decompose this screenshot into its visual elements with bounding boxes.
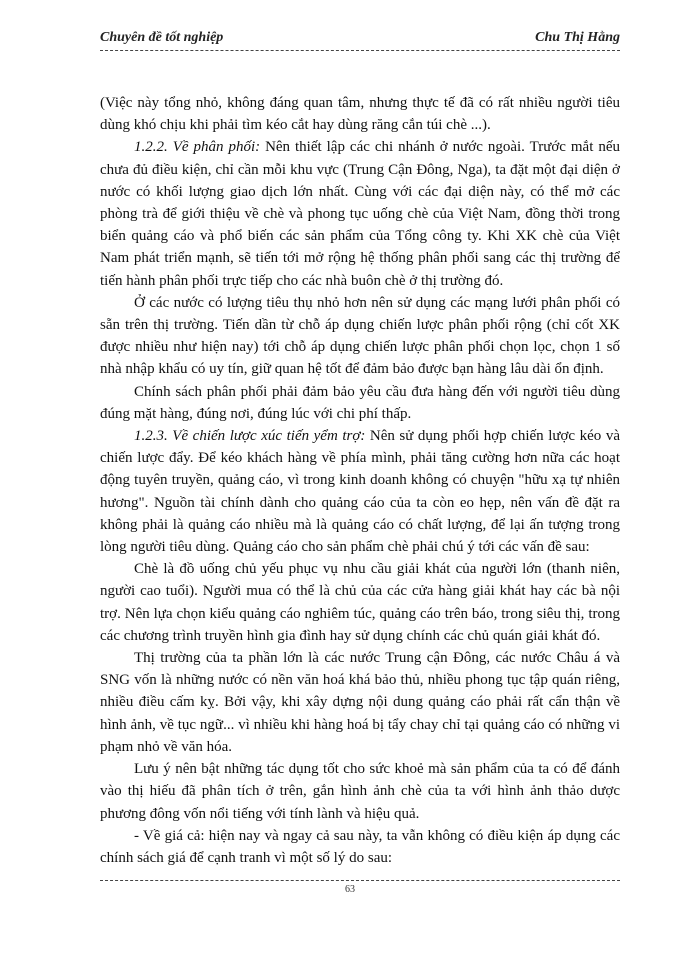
paragraph: Thị trường của ta phần lớn là các nước Trung cận Đông, các nước Châu á và SNG vốn là những nước có nền văn hoá khá bảo thủ, nhiều phong tục tập quán riêng, nhiều điều cấm kỵ. Bởi vậy, khi xây dựng nội dung quảng cáo phải rất cẩn thận về hình ảnh, về tục ngữ... vì nhiều khi hàng hoá bị tẩy chay chỉ tại quảng cáo có những vi phạm nhỏ về văn hóa. — [100, 650, 620, 755]
section-heading: 1.2.2. Về phân phối: — [134, 139, 261, 156]
paragraph: Chè là đồ uống chủ yếu phục vụ nhu cầu giải khát của người lớn (thanh niên, người cao tuổi). Người mua có thể là chủ của các cửa hàng giải khát hay các bà nội trợ. Nên lựa chọn kiểu quảng cáo nghiêm túc, quảng cáo trên báo, trong siêu thị, trong các chương trình truyền hình gia đình hay sử dụng chính các chủ quán giải khát đó. — [100, 561, 620, 644]
paragraph: Lưu ý nên bật những tác dụng tốt cho sức khoẻ mà sản phẩm của ta có để đánh vào thị hiếu đã phân tích ở trên, gắn hình ảnh chè của ta với hình ảnh thảo dược phương đông vốn nổi tiếng với tính lành và hiệu quả. — [100, 761, 620, 822]
section-heading: 1.2.3. Về chiến lược xúc tiến yểm trợ: — [134, 428, 366, 445]
paragraph: 1.2.3. Về chiến lược xúc tiến yểm trợ: Nên sử dụng phối hợp chiến lược kéo và chiến lược đẩy. Để kéo khách hàng về phía mình, phải tăng cường hơn nữa các hoạt động tuyên truyền, quảng cáo, vì trong kinh doanh không có chuyện "hữu xạ tự nhiên hương". Nguồn tài chính dành cho quảng cáo của ta còn eo hẹp, nên vấn đề đặt ra không phải là quảng cáo nhiều mà là quảng cáo có chất lượng, để lại ấn tượng trong lòng người tiêu dùng. Quảng cáo cho sản phẩm chè phải chú ý tới các vấn đề sau: — [100, 428, 620, 556]
page-number: 63 — [345, 884, 355, 895]
header-author: Chu Thị Hằng — [535, 30, 620, 45]
paragraph: Chính sách phân phối phải đảm bảo yêu cầu đưa hàng đến với người tiêu dùng đúng mặt hàng, đúng nơi, đúng lúc với chi phí thấp. — [100, 383, 620, 422]
paragraph: - Về giá cả: hiện nay và ngay cả sau này, ta vẫn không có điều kiện áp dụng các chính sách giá để cạnh tranh vì một số lý do sau: — [100, 827, 620, 866]
page-header — [100, 30, 620, 52]
document-body — [100, 92, 620, 869]
paragraph: 1.2.2. Về phân phối: Nên thiết lập các chi nhánh ở nước ngoài. Trước mắt nếu chưa đủ điều kiện, chỉ cần mỗi khu vực (Trung Cận Đông, Nga), ta đặt một đại diện ở nước có khối lượng giao dịch lớn nhất. Cùng với các đại diện này, có thể mở các phòng trà để giới thiệu về chè và phong tục uống chè của Việt Nam, đồng thời trong biển quảng cáo và phổ biến các sản phẩm của Tổng công ty. Khi XK chè của Việt Nam phát triển mạnh, sẽ tiến tới mở rộng hệ thống phân phối sang các thị trường để tiến hành phân phối trực tiếp cho các nhà buôn chè ở thị trường đó. — [100, 139, 620, 289]
header-divider — [100, 50, 620, 51]
footer-divider — [100, 880, 620, 881]
paragraph: Ở các nước có lượng tiêu thụ nhỏ hơn nên sử dụng các mạng lưới phân phối có sẵn trên thị trường. Tiến dần từ chỗ áp dụng chiến lược phân phối rộng (chỉ cốt XK được nhiều như hiện nay) tới chỗ áp dụng chiến lược phân phối chọn lọc, chọn 1 số nhà nhập khẩu có uy tín, giữ quan hệ tốt để đảm bảo được bạn hàng lâu dài ổn định. — [100, 294, 620, 378]
header-title: Chuyên đề tốt nghiệp — [100, 30, 224, 45]
paragraph: (Việc này tổng nhỏ, không đáng quan tâm, nhưng thực tế đã có rất nhiều người tiêu dùng khó chịu khi phải tìm kéo cắt hay dùng răng cắn túi chè ...). — [100, 95, 620, 134]
